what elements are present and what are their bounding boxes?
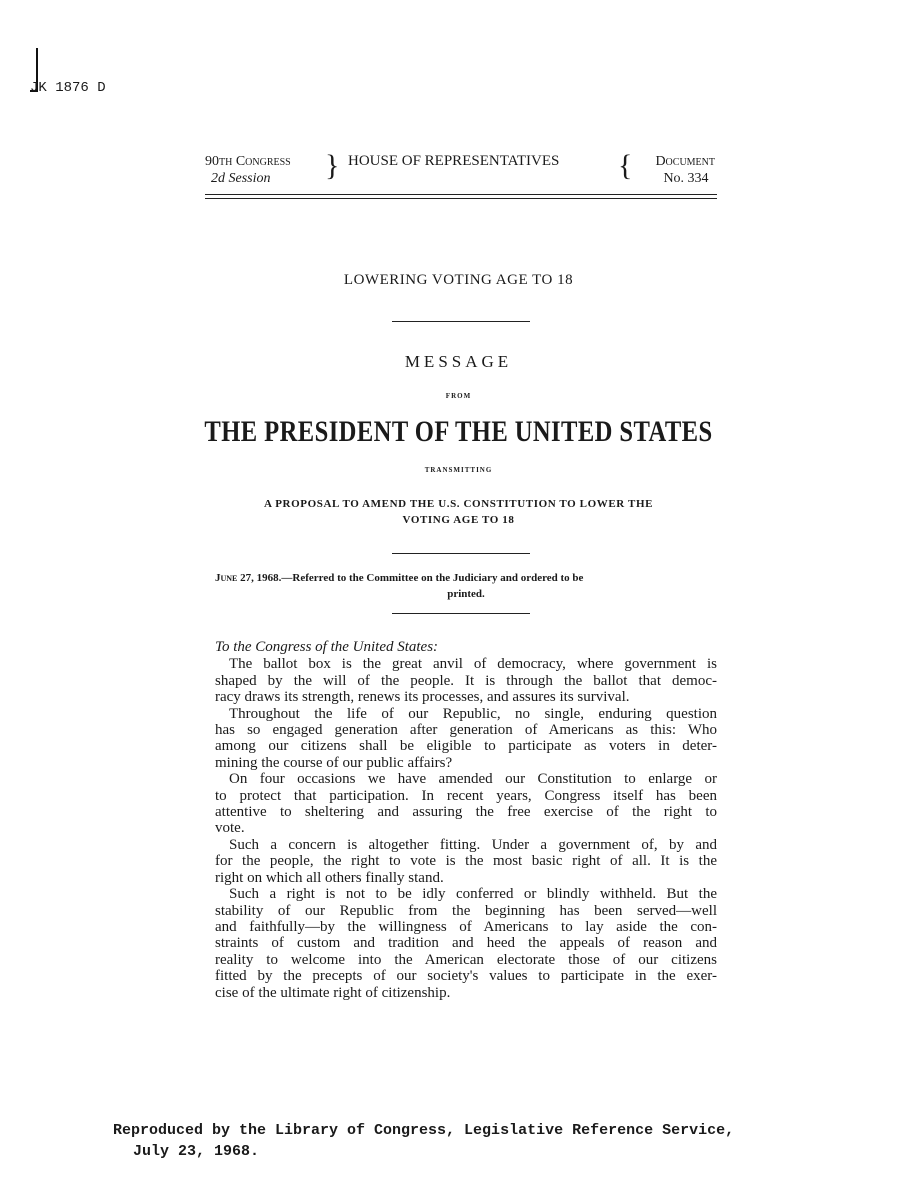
session-label: 2d Session xyxy=(211,171,271,186)
body-line: fitted by the precepts of our society's values to participate in the exer- xyxy=(215,968,717,985)
chamber-label: HOUSE OF REPRESENTATIVES xyxy=(348,153,560,169)
salutation: To the Congress of the United States: xyxy=(215,639,439,655)
document-number: No. 334 xyxy=(663,171,709,186)
divider xyxy=(392,553,530,554)
brace-right: { xyxy=(618,149,633,182)
body-line: racy draws its strength, renews its processes, and assures its survival. xyxy=(215,689,630,706)
sender-title: THE PRESIDENT OF THE UNITED STATES xyxy=(204,415,713,448)
body-line: mining the course of our public affairs? xyxy=(215,754,453,771)
body-line: On four occasions we have amended our Constitution to enlarge or xyxy=(229,771,717,788)
message-label: MESSAGE xyxy=(404,352,513,371)
transmitting-label: TRANSMITTING xyxy=(424,466,493,474)
body-line: Throughout the life of our Republic, no single, enduring question xyxy=(229,705,717,722)
body-line: stability of our Republic from the beginning has been served—well xyxy=(215,902,717,919)
referral-date: June 27, 1968. xyxy=(215,572,282,584)
proposal-title: A PROPOSAL TO AMEND THE U.S. CONSTITUTION TO LOWER THE VOTING AGE TO 18 xyxy=(263,498,654,526)
body-line: Such a right is not to be idly conferred or blindly withheld. But the xyxy=(229,886,717,903)
body-line: and faithfully—by the willingness of Americans to lay aside the con- xyxy=(215,918,717,935)
referral-note: June 27, 1968.—Referred to the Committee on the Judiciary and ordered to be printed. xyxy=(215,572,584,600)
body-line: among our citizens shall be eligible to participate as voters in deter- xyxy=(215,738,717,755)
divider xyxy=(392,321,530,322)
body-line: The ballot box is the great anvil of democracy, where government is xyxy=(229,656,717,673)
body-line: has so engaged generation after generation of Americans as this: Who xyxy=(215,722,717,739)
divider xyxy=(392,613,530,614)
body-line: reality to welcome into the American electorate those of our citizens xyxy=(215,951,717,968)
reproduction-note: Reproduced by the Library of Congress, Legislative Reference Service, July 23, 1968. xyxy=(113,1122,735,1160)
body-line: to protect that participation. In recent years, Congress itself has been xyxy=(215,787,717,804)
body-line: attentive to sheltering and assuring the free exercise of the right to xyxy=(215,804,717,821)
body-line: shaped by the will of the people. It is through the ballot that democ- xyxy=(215,672,717,689)
body-line: vote. xyxy=(215,820,245,837)
document-header xyxy=(205,149,715,193)
subject-title: LOWERING VOTING AGE TO 18 xyxy=(343,272,574,288)
message-body xyxy=(215,639,717,1001)
body-line: straints of custom and tradition and heed the appeals of reason and xyxy=(215,935,717,952)
body-line: right on which all others finally stand. xyxy=(215,869,444,886)
call-number: JK 1876 D xyxy=(30,80,106,96)
from-label: FROM xyxy=(445,392,472,400)
document-label: Document xyxy=(655,154,715,169)
body-line: Such a concern is altogether fitting. Under a government of, by and xyxy=(229,836,717,853)
congress-label: 90th Congress xyxy=(205,154,291,169)
brace-left: } xyxy=(325,149,340,182)
body-line: cise of the ultimate right of citizenship. xyxy=(215,984,451,1001)
body-line: for the people, the right to vote is the most basic right of all. It is the xyxy=(215,853,717,870)
header-rule xyxy=(205,194,717,199)
